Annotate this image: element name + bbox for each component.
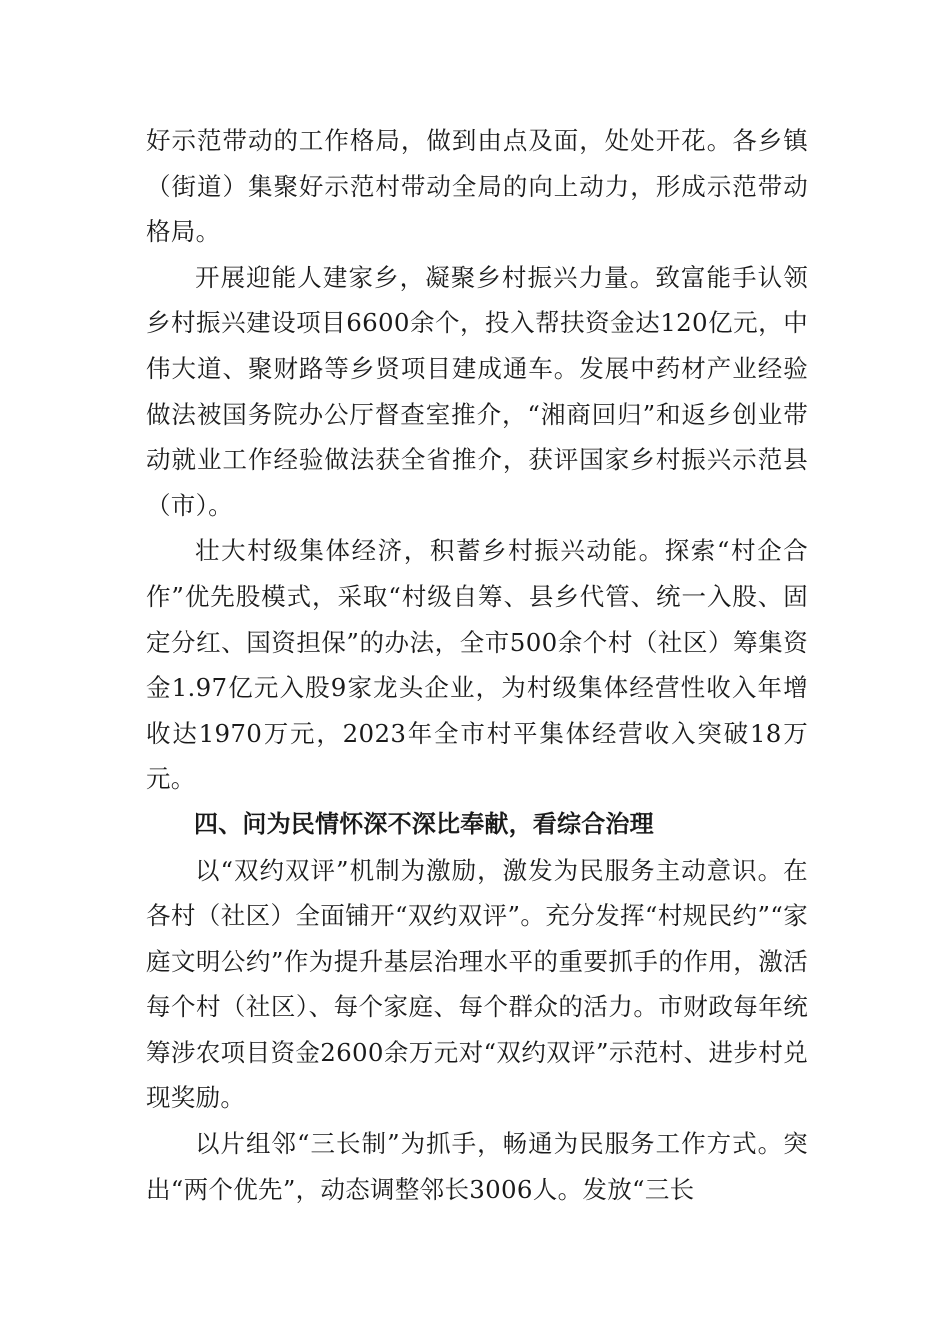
section-heading: 四、问为民情怀深不深比奉献，看综合治理 — [194, 809, 654, 838]
paragraph-talent-return: 开展迎能人建家乡，凝聚乡村振兴力量。致富能手认领乡村振兴建设项目6600余个，投入帮扶资金达120亿元，中伟大道、聚财路等乡贤项目建成通车。发展中药材产业经验做法被国务院办公厅督查室推介，“湘商回归”和返乡创业带动就业工作经验做法获全省推介，获评国家乡村振兴示范县（市）。 — [146, 262, 808, 520]
paragraph-three-heads-system: 以片组邻“三长制”为抓手，畅通为民服务工作方式。突出“两个优先”，动态调整邻长3006人。发放“三长 — [146, 1129, 808, 1204]
paragraph-double-convention: 以“双约双评”机制为激励，激发为民服务主动意识。在各村（社区）全面铺开“双约双评”。充分发挥“村规民约”“家庭文明公约”作为提升基层治理水平的重要抓手的作用，激活每个村（社区）、每个家庭、每个群众的活力。市财政每年统筹涉农项目资金2600余万元对“双约双评”示范村、进步村兑现奖励。 — [146, 855, 808, 1113]
document-body — [146, 118, 808, 1212]
paragraph-collective-economy: 壮大村级集体经济，积蓄乡村振兴动能。探索“村企合作”优先股模式，采取“村级自筹、县乡代管、统一入股、固定分红、国资担保”的办法，全市500余个村（社区）筹集资金1.97亿元入股9家龙头企业，为村级集体经营性收入年增收达1970万元，2023年全市村平集体经营收入突破18万元。 — [146, 536, 808, 794]
paragraph-continued: 好示范带动的工作格局，做到由点及面，处处开花。各乡镇（街道）集聚好示范村带动全局的向上动力，形成示范带动格局。 — [146, 126, 808, 247]
